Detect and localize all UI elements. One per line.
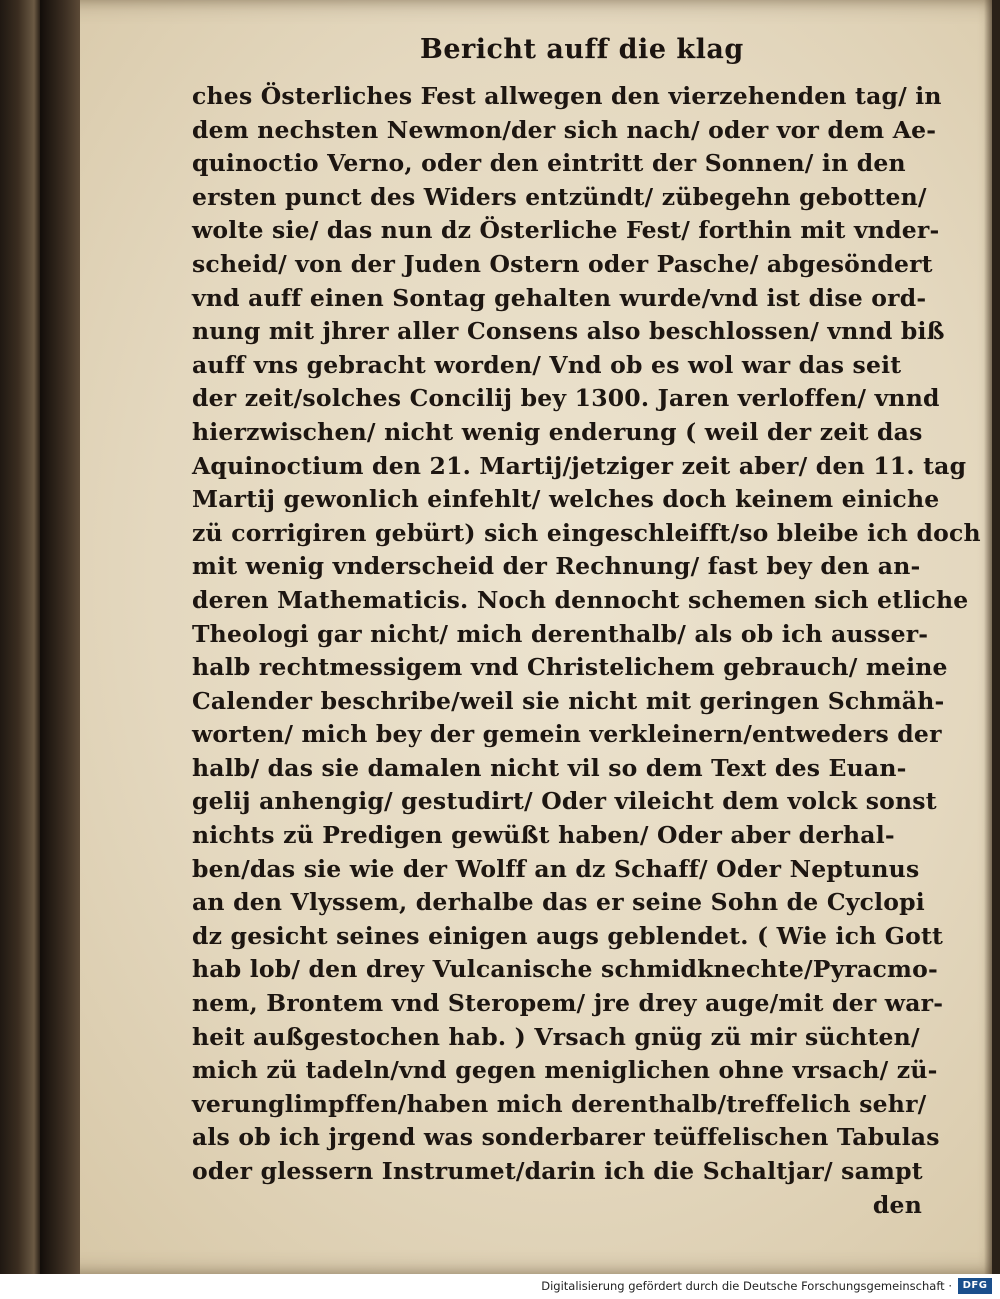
text-line: worten/ mich bey der gemein verkleinern/entweders der [192, 720, 942, 749]
text-line: mit wenig vnderscheid der Rechnung/ fast bey den an- [192, 552, 921, 581]
text-line: wolte sie/ das nun dz Österliche Fest/ forthin mit vnder- [192, 216, 940, 245]
text-line: halb rechtmessigem vnd Christelichem gebrauch/ meine [192, 653, 948, 682]
catchword: den [872, 1190, 922, 1219]
text-line: Martij gewonlich einfehlt/ welches doch keinem einiche [192, 485, 940, 514]
text-line: als ob ich jrgend was sonderbarer teüffelischen Tabulas [192, 1123, 940, 1152]
text-line: mich zü tadeln/vnd gegen meniglichen ohne vrsach/ zü- [192, 1056, 938, 1085]
text-line: hierzwischen/ nicht wenig enderung ( weil der zeit das [192, 417, 923, 446]
text-line: hab lob/ den drey Vulcanische schmidknechte/Pyracmo- [192, 955, 938, 984]
text-line: deren Mathematicis. Noch dennocht schemen sich etliche [192, 585, 969, 614]
text-line: nung mit jhrer aller Consens also beschlossen/ vnnd biß [192, 317, 945, 346]
text-line: ches Österliches Fest allwegen den vierzehenden tag/ in [192, 82, 942, 110]
text-line: der zeit/solches Concilij bey 1300. Jaren verloffen/ vnnd [192, 384, 940, 413]
text-block [192, 80, 981, 1222]
spine-shadow [40, 0, 80, 1274]
text-line: scheid/ von der Juden Ostern oder Pasche/ abgesöndert [192, 249, 933, 278]
footer-strip [0, 1274, 1000, 1299]
text-line: auff vns gebracht worden/ Vnd ob es wol war das seit [192, 350, 902, 379]
text-line: halb/ das sie damalen nicht vil so dem Text des Euan- [192, 753, 907, 782]
running-head: Bericht auff die klag [420, 34, 744, 65]
page-edge [984, 0, 992, 1274]
text-line: ben/das sie wie der Wolff an dz Schaff/ Oder Neptunus [192, 854, 920, 883]
text-line: gelij anhengig/ gestudirt/ Oder vileicht dem volck sonst [192, 787, 937, 816]
text-line: Theologi gar nicht/ mich derenthalb/ als ob ich ausser- [192, 619, 929, 648]
text-line: Aquinoctium den 21. Martij/jetziger zeit aber/ den 11. tag [192, 451, 967, 480]
text-line: verunglimpffen/haben mich derenthalb/treffelich sehr/ [192, 1089, 927, 1118]
text-line: quinoctio Verno, oder den eintritt der Sonnen/ in den [192, 149, 906, 178]
text-line: dem nechsten Newmon/der sich nach/ oder vor dem Ae- [192, 115, 937, 144]
text-line: ersten punct des Widers entzündt/ zübegehn gebotten/ [192, 182, 927, 211]
text-line: Calender beschribe/weil sie nicht mit geringen Schmäh- [192, 686, 945, 715]
dfg-logo-icon: DFG [958, 1278, 992, 1294]
text-line: zü corrigiren gebürt) sich eingeschleifft/so bleibe ich doch [192, 518, 981, 547]
text-line: nichts zü Predigen gewüßt haben/ Oder aber derhal- [192, 821, 895, 850]
funding-notice: Digitalisierung gefördert durch die Deutsche Forschungsgemeinschaft · [541, 1279, 952, 1293]
text-line: heit außgestochen hab. ) Vrsach gnüg zü mir süchten/ [192, 1022, 920, 1051]
text-line: an den Vlyssem, derhalbe das er seine Sohn de Cyclopi [192, 888, 925, 917]
text-line: nem, Brontem vnd Steropem/ jre drey auge/mit der war- [192, 989, 944, 1018]
text-line: vnd auff einen Sontag gehalten wurde/vnd ist dise ord- [192, 283, 927, 312]
text-line: oder glessern Instrumet/darin ich die Schaltjar/ sampt [192, 1157, 923, 1185]
text-line: dz gesicht seines einigen augs geblendet. ( Wie ich Gott [192, 921, 944, 950]
